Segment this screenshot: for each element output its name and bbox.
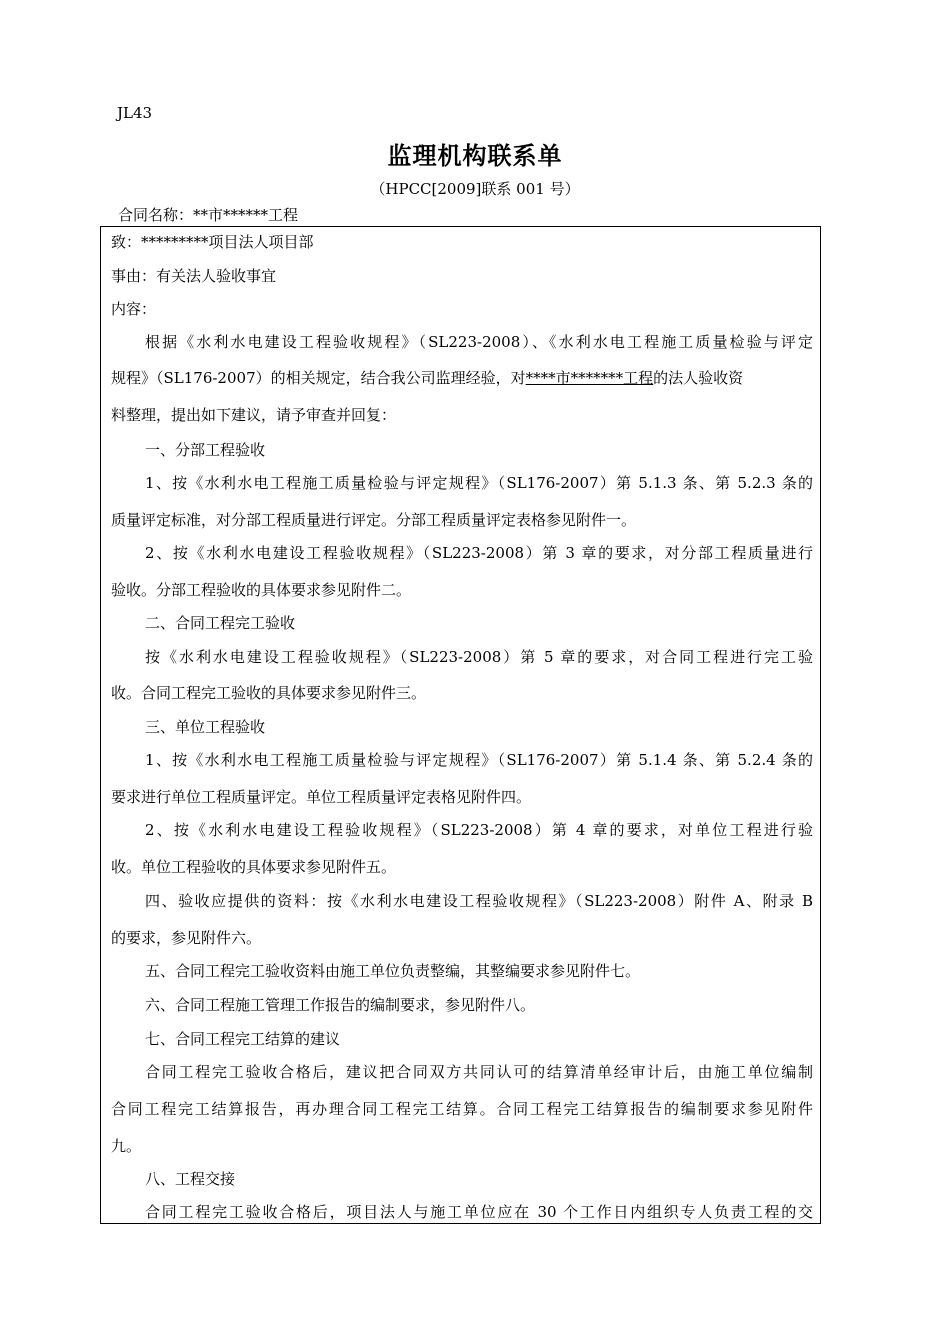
page-title: 监理机构联系单: [387, 142, 563, 170]
content-box: 致：*********项目法人项目部 事由：有关法人验收事宜 内容： 根据《水利水电建设工程验收规程》（SL223-2008）、《水利水电工程施工质量检验与评定 规程》（SL176-2007）的相关规定，结合我公司监理经验，对****市*******工程的法人验收资 料整理，提出如下建议，请予审查并回复： 一、分部工程验收 1、按《水利水电工程施工质量检验与评定规程》（SL176-2007）第 5.1.3 条、第 5.2.3 条的 质量评定标准，对分部工程质量进行评定。分部工程质量评定表格参见附件一。 2、按《水利水电建设工程验收规程》（SL223-2008）第 3 章的要求，对分部工程质量进行 验收。分部工程验收的具体要求参见附件二。 二、合同工程完工验收 按《水利水电建设工程验收规程》（SL223-2008）第 5 章的要求，对合同工程进行完工验 收。合同工程完工验收的具体要求参见附件三。 三、单位工程验收 1、按《水利水电工程施工质量检验与评定规程》（SL176-2007）第 5.1.4 条、第 5.2.4 条的 要求进行单位工程质量评定。单位工程质量评定表格见附件四。 2、按《水利水电建设工程验收规程》（SL223-2008）第 4 章的要求，对单位工程进行验 收。单位工程验收的具体要求参见附件五。 四、验收应提供的资料：按《水利水电建设工程验收规程》（SL223-2008）附件 A、附录 B 的要求，参见附件六。 五、合同工程完工验收资料由施工单位负责整编，其整编要求参见附件七。 六、合同工程施工管理工作报告的编制要求，参见附件八。 七、合同工程完工结算的建议 合同工程完工验收合格后，建议把合同双方共同认可的结算清单经审计后，由施工单位编制 合同工程完工结算报告，再办理合同工程完工结算。合同工程完工结算报告的编制要求参见附件 九。 八、工程交接 合同工程完工验收合格后，项目法人与施工单位应在 30 个工作日内组织专人负责工程的交: [100, 226, 821, 1224]
project-name-underlined: ****市*******工程: [525, 369, 654, 387]
form-code: JL43: [117, 104, 153, 122]
contract-name: 合同名称：**市******工程: [118, 206, 299, 224]
document-number: （HPCC[2009]联系 001 号）: [370, 180, 580, 198]
